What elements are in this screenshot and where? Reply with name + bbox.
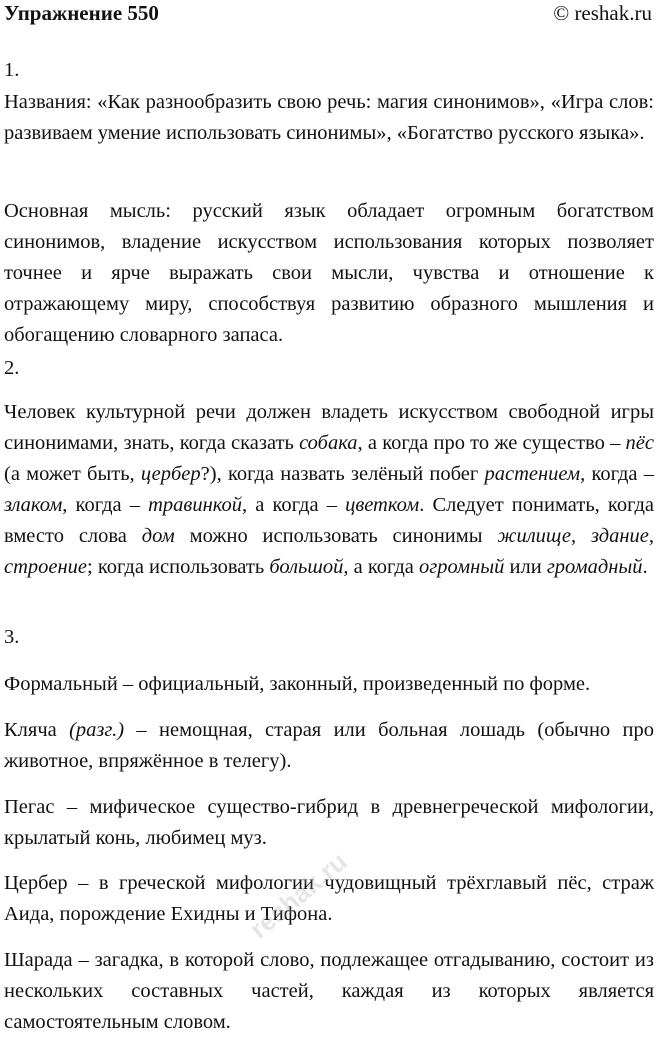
italic-term: собака [299,432,358,454]
italic-term: пёс [625,432,654,454]
text-segment: Основная мысль: русский язык обладает огромным богатством синонимов, владение искусством использования которых позволяет точнее и ярче выражать свои мысли, чувства и отношение к отражающему миру, способствуя развитию образного мышления и обогащению словарного запаса. [4,200,654,346]
text-segment: , а когда [343,556,420,578]
copyright: © reshak.ru [553,1,652,25]
section-number-2 [4,353,654,384]
text-segment: Человек культурной речи должен владеть искусством свободной игры синонимами, знать, когда сказать [4,401,654,454]
text-segment: 1. [4,59,20,81]
text-segment: , [571,525,591,547]
text-segment: Цербер – в греческой мифологии чудовищный трёхглавый пёс, страж Аида, порождение Ехидны и Тифона. [4,872,654,925]
italic-term: большой [269,556,344,578]
definition-sharada [4,945,654,1038]
section-number-1 [4,55,654,86]
text-segment: , а когда – [242,494,346,516]
italic-term: злаком [4,494,63,516]
exercise-title: Упражнение 550 [4,1,159,25]
text-segment: можно использовать синонимы [174,525,498,547]
text-segment: , а когда про то же существо – [357,432,626,454]
italic-term: здание [591,525,649,547]
text-segment: , когда – [62,494,149,516]
text-segment: Шарада – загадка, в которой слово, подлежащее отгадыванию, состоит из нескольких составных частей, каждая из которых является самостоятельным словом. [4,949,654,1033]
italic-term: растением [484,463,581,485]
section-number-3 [4,622,654,653]
italic-term: дом [141,525,175,547]
text-segment: Пегас – мифическое существо-гибрид в древнегреческой мифологии, крылатый конь, любимец муз. [4,796,654,849]
titles-paragraph [4,87,654,149]
text-segment: ; когда использовать [87,556,270,578]
italic-term: травинкой [148,494,243,516]
italic-term: цветком [345,494,420,516]
definition-klyacha [4,715,654,777]
text-segment: ?), когда назвать зелёный побег [200,463,485,485]
italic-term: огромный [419,556,505,578]
text-segment: Формальный – официальный, законный, произведенный по форме. [4,673,591,695]
definition-pegas [4,792,654,854]
text-segment: Названия: «Как разнообразить свою речь: магия синонимов», «Игра слов: развиваем умение использовать синонимы», «Богатство русского языка». [4,91,654,144]
text-segment: Кляча [4,719,70,741]
definition-formalny [4,669,654,700]
text-segment: , когда – [580,463,654,485]
text-segment: . Следует понимать, когда вместо слова [4,494,654,547]
text-segment: 3. [4,626,20,648]
watermark: reshak.ru [243,845,353,945]
italic-term: громадный [546,556,643,578]
text-segment: , [648,525,654,547]
text-segment: (а может быть, [4,463,141,485]
text-segment: – немощная, старая или больная лошадь (обычно про животное, впряжённое в телегу). [4,719,654,772]
text-segment: или [504,556,547,578]
definition-cerber [4,868,654,930]
text-segment: 2. [4,357,20,379]
synonyms-paragraph [4,397,654,583]
italic-term: жилище [497,525,571,547]
italic-term: цербер [140,463,201,485]
italic-term: строение [4,556,88,578]
main-idea-paragraph [4,196,654,351]
italic-term: (разг.) [69,719,125,741]
text-segment: . [642,556,648,578]
